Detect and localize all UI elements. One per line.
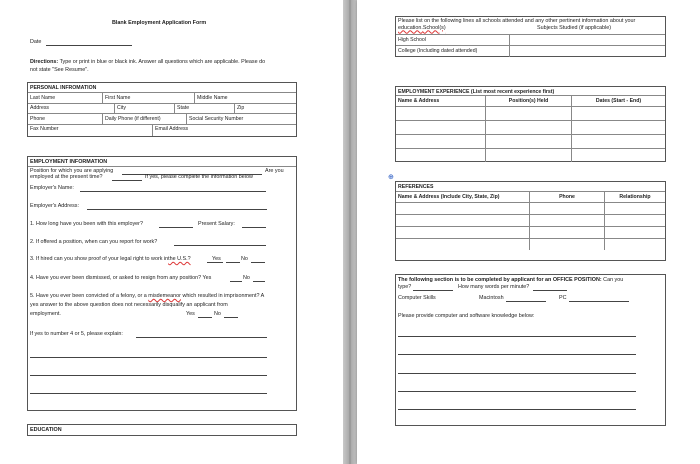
employed-line[interactable] bbox=[112, 180, 142, 181]
education-intro-2 bbox=[398, 25, 446, 31]
directions-text-1: Type or print in blue or black ink. Answer all questions which are applicable. Please do bbox=[59, 59, 266, 65]
q3-yes-line[interactable] bbox=[226, 262, 240, 263]
q5-text-b: misdemeanor bbox=[148, 293, 181, 299]
office-can-you: Can you bbox=[603, 277, 624, 283]
experience-row-position[interactable] bbox=[485, 121, 571, 134]
q5-text-e: employment. bbox=[30, 311, 61, 317]
q5-yes-line[interactable] bbox=[198, 317, 212, 318]
employment-heading: EMPLOYMENT INFORMATION bbox=[30, 158, 108, 165]
q3-no-line[interactable] bbox=[251, 262, 265, 263]
wpm-line[interactable] bbox=[533, 290, 567, 291]
experience-col-name: Name & Address bbox=[398, 97, 440, 104]
experience-row-name[interactable] bbox=[396, 149, 485, 162]
position-text-1: Position for which you are applying bbox=[30, 168, 114, 174]
wpm-label: How many words per minute? bbox=[458, 284, 530, 290]
document-page-left bbox=[0, 0, 343, 464]
employer-address-line[interactable] bbox=[87, 209, 267, 210]
employed-text: employed at the present time? bbox=[30, 174, 103, 180]
high-school-subjects[interactable] bbox=[509, 35, 665, 45]
employer-address-label: Employer's Address: bbox=[30, 203, 79, 209]
experience-table bbox=[395, 86, 666, 162]
reference-row-name[interactable] bbox=[396, 203, 529, 214]
explain-line-2[interactable] bbox=[30, 357, 267, 358]
directions-line-1 bbox=[30, 59, 265, 65]
experience-row-dates[interactable] bbox=[571, 149, 665, 162]
reference-row-name[interactable] bbox=[396, 215, 529, 226]
date-line[interactable] bbox=[46, 45, 132, 46]
knowledge-line-3[interactable] bbox=[398, 373, 636, 374]
education-heading: EDUCATION bbox=[30, 427, 62, 433]
college-row[interactable]: College (Including dated attended) bbox=[398, 47, 478, 54]
office-heading bbox=[398, 277, 623, 283]
q3-text-b: the U.S.? bbox=[168, 256, 191, 262]
q1-line[interactable] bbox=[159, 227, 193, 228]
experience-row-name[interactable] bbox=[396, 107, 485, 120]
q4-text: 4. Have you ever been dismissed, or asked to resign from any position? Yes bbox=[30, 275, 212, 281]
reference-row-name[interactable] bbox=[396, 239, 529, 250]
explain-line-3[interactable] bbox=[30, 375, 267, 376]
reference-row-phone[interactable] bbox=[529, 203, 604, 214]
form-title: Blank Employment Application Form bbox=[112, 20, 207, 26]
address-field[interactable]: Address bbox=[30, 105, 50, 111]
experience-col-dates: Dates (Start - End) bbox=[571, 96, 665, 106]
personal-info-heading: PERSONAL INFROMATION bbox=[30, 84, 97, 91]
explain-line-1[interactable] bbox=[136, 337, 267, 338]
q5-yes: Yes bbox=[186, 311, 195, 317]
personal-info-table bbox=[27, 82, 297, 137]
last-name-field[interactable]: Last Name bbox=[30, 94, 56, 101]
zip-field[interactable]: Zip bbox=[234, 104, 296, 114]
q5-no: No bbox=[214, 311, 221, 317]
q5-no-line[interactable] bbox=[224, 317, 238, 318]
q2-text: 2. If offered a position, when can you report for work? bbox=[30, 239, 158, 245]
employment-info-section bbox=[27, 156, 297, 411]
experience-row-dates[interactable] bbox=[571, 121, 665, 134]
reference-row-phone[interactable] bbox=[529, 227, 604, 238]
q4-no: No bbox=[243, 275, 250, 281]
education-intro-1: Please list on the following lines all schools attended and any other pertinent information about your bbox=[398, 18, 636, 24]
references-col-name: Name & Address (Include City, State, Zip) bbox=[398, 193, 500, 200]
reference-row-relationship[interactable] bbox=[604, 215, 665, 226]
knowledge-line-1[interactable] bbox=[398, 336, 636, 337]
employment-heading-divider bbox=[28, 166, 296, 167]
explain-label: If yes to number 4 or 5, please explain: bbox=[30, 331, 123, 337]
college-subjects[interactable] bbox=[509, 46, 665, 57]
q5-text-1 bbox=[30, 293, 264, 299]
q4-no-line[interactable] bbox=[253, 281, 265, 282]
q5-text-a: 5. Have you ever been convicted of a felony, or a bbox=[30, 293, 147, 299]
pc-label: PC bbox=[559, 295, 567, 301]
reference-row-name[interactable] bbox=[396, 227, 529, 238]
office-heading-text: The following section is to be completed by applicant for an OFFICE POSITION: bbox=[398, 277, 602, 283]
reference-row-relationship[interactable] bbox=[604, 239, 665, 250]
employer-name-line[interactable] bbox=[80, 191, 266, 192]
directions-label: Directions: bbox=[30, 59, 59, 65]
q3-yes: Yes bbox=[212, 256, 221, 262]
type-line[interactable] bbox=[413, 290, 453, 291]
reference-row-relationship[interactable] bbox=[604, 203, 665, 214]
first-name-field[interactable]: First Name bbox=[102, 93, 194, 103]
middle-name-field[interactable]: Middle Name bbox=[194, 93, 296, 103]
q1-text: 1. How long have you been with this employer? bbox=[30, 221, 143, 227]
knowledge-line-5[interactable] bbox=[398, 409, 636, 410]
reference-row-relationship[interactable] bbox=[604, 227, 665, 238]
education-table bbox=[395, 16, 666, 57]
pc-line[interactable] bbox=[569, 301, 629, 302]
experience-row-name[interactable] bbox=[396, 135, 485, 148]
education-section bbox=[27, 424, 297, 436]
q3-text bbox=[30, 256, 191, 262]
experience-row-name[interactable] bbox=[396, 121, 485, 134]
experience-row-dates[interactable] bbox=[571, 107, 665, 120]
experience-row-position[interactable] bbox=[485, 135, 571, 148]
school-column-header: School(s) bbox=[422, 24, 446, 31]
experience-col-position: Position(s) Held bbox=[485, 96, 571, 106]
knowledge-line-2[interactable] bbox=[398, 354, 636, 355]
computer-skills-label: Computer Skills bbox=[398, 295, 436, 301]
are-you-text: Are you bbox=[265, 168, 284, 174]
page-gutter bbox=[343, 0, 357, 464]
employed-note: If yes, please complete the information below bbox=[145, 174, 253, 180]
q5-text-c: which resulted in imprisonment? A bbox=[182, 293, 265, 299]
macintosh-label: Macintosh bbox=[479, 295, 504, 301]
knowledge-line-4[interactable] bbox=[398, 391, 636, 392]
city-field[interactable]: City bbox=[114, 104, 174, 114]
q4-yes-line[interactable] bbox=[230, 281, 242, 282]
date-label: Date bbox=[30, 39, 42, 45]
experience-heading: EMPLOYMENT EXPERIENCE (List most recent experience first) bbox=[398, 88, 555, 95]
references-table bbox=[395, 181, 666, 261]
references-col-phone: Phone bbox=[529, 192, 604, 202]
reference-row-phone[interactable] bbox=[529, 239, 604, 250]
salary-line[interactable] bbox=[242, 227, 266, 228]
reference-row-phone[interactable] bbox=[529, 215, 604, 226]
q2-line[interactable] bbox=[174, 245, 266, 246]
q5-text-d: yes answer to the above question does not necessarily disqualify an applicant from bbox=[30, 302, 228, 308]
high-school-row[interactable]: High School bbox=[398, 36, 426, 43]
table-move-handle-icon[interactable]: ⊕ bbox=[388, 174, 394, 181]
state-field[interactable]: State bbox=[174, 104, 234, 114]
document-page-right bbox=[357, 0, 700, 464]
macintosh-line[interactable] bbox=[506, 301, 546, 302]
fax-field[interactable]: Fax Number bbox=[30, 126, 59, 132]
type-label: type? bbox=[398, 284, 412, 290]
references-col-relationship: Relationship bbox=[604, 192, 665, 202]
experience-row-dates[interactable] bbox=[571, 135, 665, 148]
employer-name-label: Employer's Name: bbox=[30, 185, 74, 191]
subjects-column-header: Subjects Studied (if applicable) bbox=[537, 25, 612, 31]
ssn-field[interactable]: Social Security Number bbox=[186, 114, 296, 124]
present-salary-label: Present Salary: bbox=[198, 221, 235, 227]
explain-line-4[interactable] bbox=[30, 393, 267, 394]
directions-text-2: not state "See Resume". bbox=[30, 67, 89, 73]
software-knowledge-label: Please provide computer and software knowledge below: bbox=[398, 313, 535, 319]
email-field[interactable]: Email Address bbox=[152, 125, 296, 136]
q3-text-a: 3. If hired can you show proof of your legal right to work in bbox=[30, 256, 169, 262]
experience-row-position[interactable] bbox=[485, 149, 571, 162]
phone-field[interactable]: Phone bbox=[30, 115, 46, 122]
q3-no: No bbox=[241, 256, 248, 262]
education-intro-2a: education. bbox=[398, 24, 423, 31]
references-heading: REFERENCES bbox=[398, 183, 434, 190]
experience-row-position[interactable] bbox=[485, 107, 571, 120]
daily-phone-field[interactable]: Daily Phone (if different) bbox=[102, 114, 186, 124]
